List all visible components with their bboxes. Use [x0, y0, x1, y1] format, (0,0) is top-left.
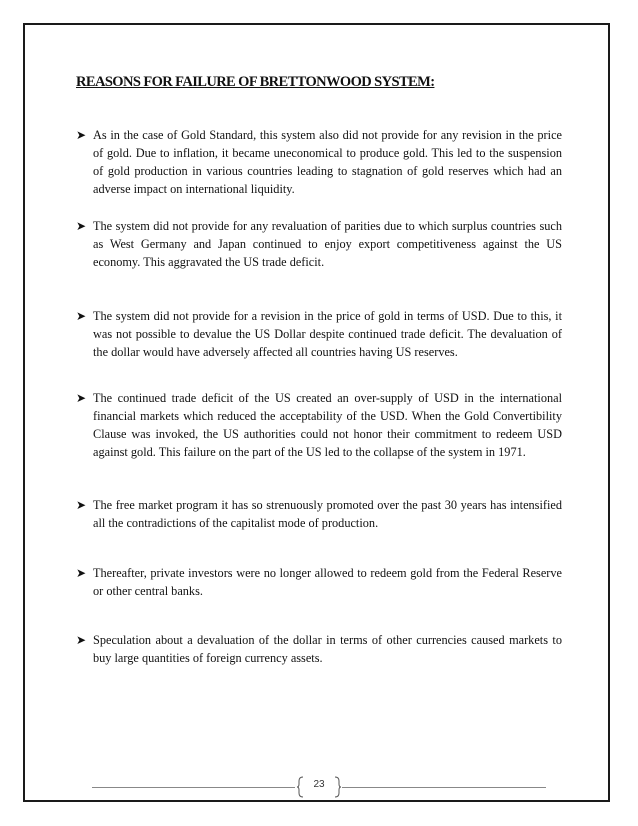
list-item-text: The system did not provide for any revaluation of parities due to which surplus countries such as West Germany and Japan continued to enjoy export competitiveness against the US economy. This aggravated the US trade deficit.: [93, 219, 562, 269]
list-item-text: Speculation about a devaluation of the dollar in terms of other currencies caused markets to buy large quantities of foreign currency assets.: [93, 633, 562, 665]
arrowhead-bullet-icon: ➤: [76, 391, 87, 405]
arrowhead-bullet-icon: ➤: [76, 128, 87, 142]
page-number: 23: [313, 779, 325, 790]
list-item-text: Thereafter, private investors were no longer allowed to redeem gold from the Federal Reserve or other central banks.: [93, 566, 562, 598]
left-bracket-icon: [297, 776, 304, 798]
list-item-text: The free market program it has so strenuously promoted over the past 30 years has intensified all the contradictions of the capitalist mode of production.: [93, 498, 562, 530]
list-item: [76, 307, 562, 361]
right-bracket-icon: [334, 776, 341, 798]
page-footer: [92, 770, 546, 800]
list-item: [76, 564, 562, 600]
list-item-text: As in the case of Gold Standard, this system also did not provide for any revision in the price of gold. Due to inflation, it became uneconomical to produce gold. This led to the suspension of gold production in various countries leading to stagnation of gold reserves which had an adverse impact on international liquidity.: [93, 128, 562, 196]
list-item: [76, 126, 562, 198]
arrowhead-bullet-icon: ➤: [76, 633, 87, 647]
list-item: [76, 217, 562, 271]
list-item: [76, 496, 562, 532]
list-item: [76, 389, 562, 461]
footer-rule-left: [92, 787, 295, 788]
section-heading: REASONS FOR FAILURE OF BRETTONWOOD SYSTEM:: [76, 74, 435, 90]
arrowhead-bullet-icon: ➤: [76, 219, 87, 233]
list-item: [76, 631, 562, 667]
arrowhead-bullet-icon: ➤: [76, 498, 87, 512]
footer-rule-right: [342, 787, 546, 788]
arrowhead-bullet-icon: ➤: [76, 566, 87, 580]
list-item-text: The continued trade deficit of the US created an over-supply of USD in the international financial markets which reduced the acceptability of the USD. When the Gold Convertibility Clause was invoked, the US authorities could not honor their commitment to redeem USD against gold. This failure on the part of the US led to the collapse of the system in 1971.: [93, 391, 562, 459]
list-item-text: The system did not provide for a revision in the price of gold in terms of USD. Due to this, it was not possible to devalue the US Dollar despite continued trade deficit. The devaluation of the dollar would have adversely affected all countries having US reserves.: [93, 309, 562, 359]
arrowhead-bullet-icon: ➤: [76, 309, 87, 323]
